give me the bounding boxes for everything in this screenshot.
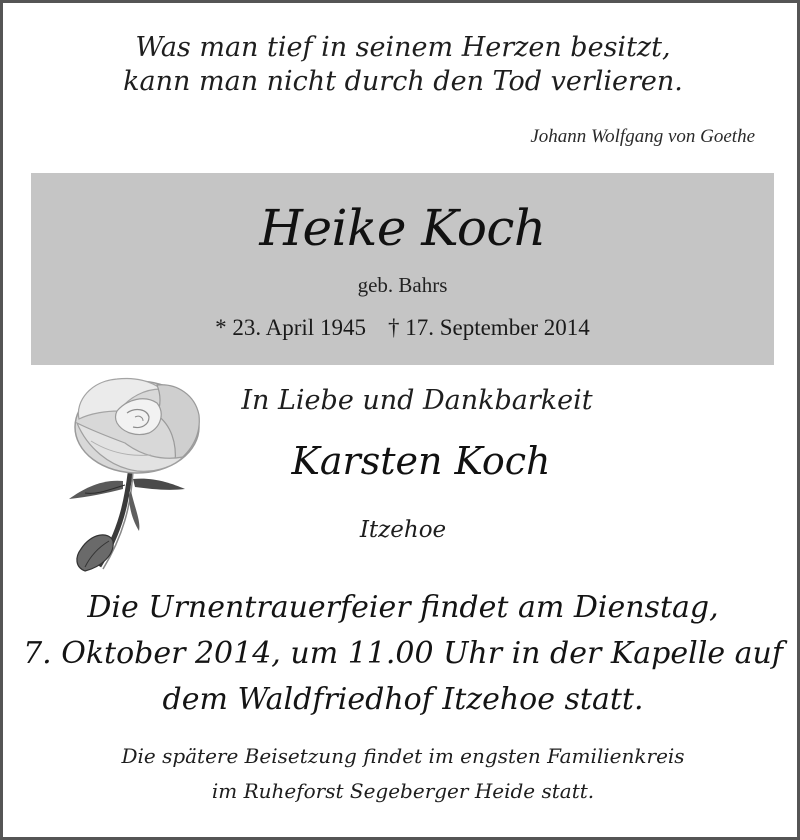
epigraph-quote — [3, 31, 800, 100]
birth-date: * 23. April 1945 — [215, 315, 366, 340]
burial-line: im Ruheforst Segeberger Heide statt. — [211, 779, 595, 803]
ceremony-line: 7. Oktober 2014, um 11.00 Uhr in der Kapelle auf — [23, 635, 783, 671]
mourners-intro: In Liebe und Dankbarkeit — [241, 385, 593, 416]
mourner-name: Karsten Koch — [291, 439, 551, 483]
life-dates — [31, 315, 774, 341]
ceremony-announcement — [3, 585, 800, 723]
mourner-place: Itzehoe — [359, 517, 447, 543]
deceased-name-band — [31, 173, 774, 365]
death-date: † 17. September 2014 — [387, 315, 590, 340]
burial-line: Die spätere Beisetzung findet im engsten Familienkreis — [121, 744, 685, 768]
ceremony-line: Die Urnentrauerfeier findet am Dienstag, — [87, 590, 719, 625]
birth-name: geb. Bahrs — [357, 273, 448, 297]
quote-line: kann man nicht durch den Tod verlieren. — [123, 66, 683, 98]
ceremony-line: dem Waldfriedhof Itzehoe statt. — [162, 681, 644, 717]
quote-line: Was man tief in seinem Herzen besitzt, — [135, 32, 671, 63]
deceased-name: Heike Koch — [259, 199, 546, 257]
quote-author: Johann Wolfgang von Goethe — [530, 126, 755, 147]
burial-note — [3, 739, 800, 809]
